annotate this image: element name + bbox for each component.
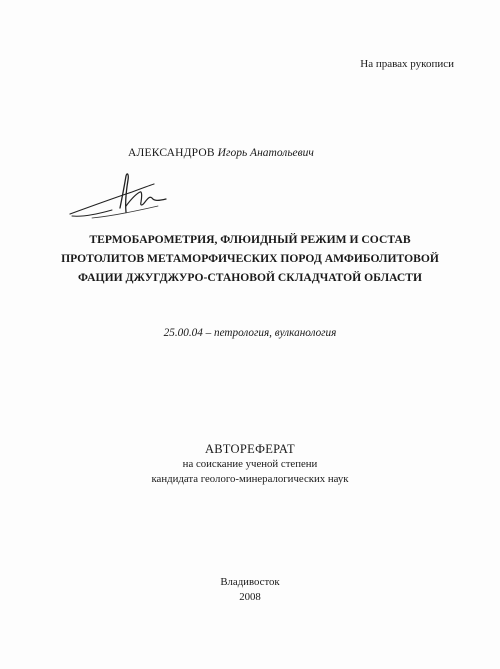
author-surname: АЛЕКСАНДРОВ xyxy=(128,147,215,159)
title-line: ТЕРМОБАРОМЕТРИЯ, ФЛЮИДНЫЙ РЕЖИМ И СОСТАВ xyxy=(89,233,411,246)
rights-notice: На правах рукописи xyxy=(360,58,454,70)
specialty-code: 25.00.04 – петрология, вулканология xyxy=(163,327,337,339)
degree-purpose: на соискание ученой степени xyxy=(182,458,318,470)
document-type-block xyxy=(0,441,500,487)
author-name xyxy=(128,147,314,159)
imprint xyxy=(0,575,500,605)
title-line: ФАЦИИ ДЖУГДЖУРО-СТАНОВОЙ СКЛАДЧАТОЙ ОБЛАСТИ xyxy=(77,271,423,284)
imprint-year: 2008 xyxy=(239,591,261,603)
dissertation-title xyxy=(16,230,484,287)
author-given-names: Игорь Анатольевич xyxy=(217,147,314,159)
imprint-city: Владивосток xyxy=(220,576,280,588)
document-kind: АВТОРЕФЕРАТ xyxy=(204,442,295,456)
signature-icon xyxy=(62,168,182,228)
title-line: ПРОТОЛИТОВ МЕТАМОРФИЧЕСКИХ ПОРОД АМФИБОЛИТОВОЙ xyxy=(61,252,439,265)
degree-name: кандидата геолого-минералогических наук xyxy=(151,473,349,485)
